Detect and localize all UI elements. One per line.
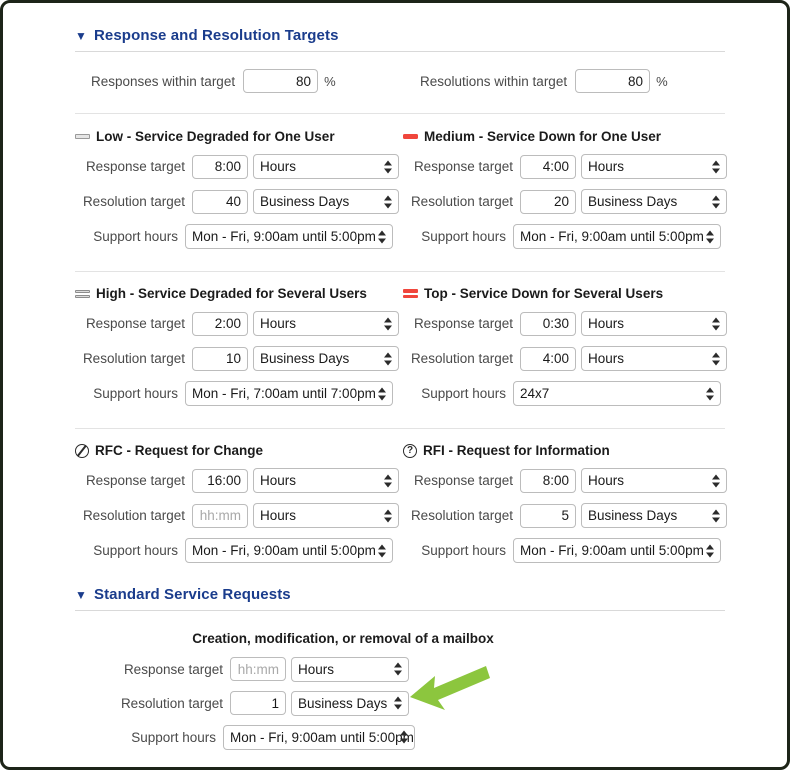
priority-block-rfi [403,443,733,567]
high-resolution-unit-select[interactable] [253,346,399,371]
rfc-support-hours-label: Support hours [93,543,178,558]
chevron-updown-icon[interactable] [383,317,392,330]
percent-symbol-responses: % [324,73,336,89]
chevron-updown-icon[interactable] [705,544,714,557]
chevron-down-icon[interactable]: ▼ [75,587,87,602]
rfi-support-hours-row [403,534,733,567]
priority-block-medium [403,129,733,253]
medium-response-unit-value: Hours [588,159,625,174]
low-response-target-row [75,150,405,183]
section-standard-service-requests [75,586,725,611]
rfc-resolution-target-label: Resolution target [82,508,185,523]
medium-resolution-target-row [403,185,733,218]
high-response-target-label: Response target [85,316,185,331]
priority-label-top: Top - Service Down for Several Users [424,286,664,301]
low-resolution-target-label: Resolution target [82,194,185,209]
standard-support-hours-value: Mon - Fri, 9:00am until 5:00pm [230,729,414,745]
resolutions-within-target-row [420,69,668,93]
priority-label-medium: Medium - Service Down for One User [424,129,662,144]
chevron-updown-icon[interactable] [399,731,408,744]
section-header-targets[interactable] [75,27,725,44]
priority-label-low: Low - Service Degraded for One User [96,129,335,144]
rfi-support-hours-label: Support hours [421,543,506,558]
standard-support-hours-row [113,723,415,751]
high-resolution-target-label: Resolution target [82,351,185,366]
standard-response-target-label: Response target [123,661,223,677]
low-resolution-unit-select[interactable] [253,189,399,214]
request-caption: Creation, modification, or removal of a mailbox [192,631,494,646]
section-title-targets: Response and Resolution Targets [93,27,339,44]
chevron-updown-icon[interactable] [711,317,720,330]
rfi-resolution-target-input[interactable] [520,504,576,528]
percent-symbol-resolutions: % [656,73,668,89]
chevron-updown-icon[interactable] [711,195,720,208]
chevron-updown-icon[interactable] [711,352,720,365]
priority-bars-high-icon [75,290,90,298]
chevron-updown-icon[interactable] [383,195,392,208]
top-support-hours-row [403,377,733,410]
chevron-updown-icon[interactable] [711,474,720,487]
standard-resolution-unit-value: Business Days [298,695,388,711]
priority-title-high [75,286,405,301]
top-response-target-row [403,307,733,340]
rfc-support-hours-row [75,534,405,567]
medium-support-hours-select[interactable] [513,224,721,249]
priority-title-low [75,129,405,144]
medium-response-target-input[interactable] [520,155,576,179]
high-support-hours-value: Mon - Fri, 7:00am until 7:00pm [192,386,376,401]
priority-block-rfc [75,443,405,567]
rfi-support-hours-select[interactable] [513,538,721,563]
rfc-support-hours-value: Mon - Fri, 9:00am until 5:00pm [192,543,376,558]
high-resolution-unit-value: Business Days [260,351,350,366]
chevron-updown-icon[interactable] [393,697,402,710]
resolutions-within-target-input[interactable] [575,69,650,93]
rfi-resolution-unit-value: Business Days [588,508,678,523]
rfi-response-unit-value: Hours [588,473,625,488]
standard-resolution-unit-select[interactable] [291,691,409,716]
priority-block-top [403,286,733,410]
medium-response-target-label: Response target [413,159,513,174]
rfi-support-hours-value: Mon - Fri, 9:00am until 5:00pm [520,543,704,558]
standard-response-target-row [113,655,409,683]
top-response-target-label: Response target [413,316,513,331]
priority-bar-medium-icon [403,134,418,139]
chevron-updown-icon[interactable] [705,230,714,243]
section-header-standard[interactable] [75,586,725,603]
top-support-hours-value: 24x7 [520,386,550,401]
rfc-resolution-target-input[interactable] [192,504,248,528]
medium-resolution-unit-select[interactable] [581,189,727,214]
chevron-updown-icon[interactable] [377,230,386,243]
low-resolution-target-row [75,185,405,218]
high-support-hours-label: Support hours [93,386,178,401]
priority-block-high [75,286,405,410]
rfi-response-target-label: Response target [413,473,513,488]
rfc-circle-slash-icon [75,444,89,458]
rfi-response-target-row [403,464,733,497]
rfi-resolution-unit-select[interactable] [581,503,727,528]
section-title-standard: Standard Service Requests [93,586,291,603]
top-resolution-target-input[interactable] [520,347,576,371]
medium-support-hours-row [403,220,733,253]
high-resolution-target-row [75,342,405,375]
low-support-hours-value: Mon - Fri, 9:00am until 5:00pm [192,229,376,244]
rfi-resolution-target-row [403,499,733,532]
chevron-updown-icon[interactable] [393,663,402,676]
high-response-target-row [75,307,405,340]
rfi-question-circle-icon: ? [403,444,417,458]
low-response-unit-select[interactable] [253,154,399,179]
section-response-resolution-targets [75,27,725,52]
chevron-updown-icon[interactable] [383,474,392,487]
top-resolution-unit-value: Hours [588,351,625,366]
rfc-resolution-unit-select[interactable] [253,503,399,528]
chevron-updown-icon[interactable] [711,509,720,522]
divider [75,610,725,611]
chevron-updown-icon[interactable] [377,387,386,400]
priority-title-medium [403,129,733,144]
top-response-target-input[interactable] [520,312,576,336]
rfc-support-hours-select[interactable] [185,538,393,563]
standard-support-hours-label: Support hours [131,729,216,745]
chevron-down-icon[interactable]: ▼ [75,28,87,43]
divider [75,428,725,429]
chevron-updown-icon[interactable] [383,509,392,522]
rfc-response-target-row [75,464,405,497]
divider [75,51,725,52]
responses-within-target-label: Responses within target [91,73,236,89]
responses-within-target-row [91,69,336,93]
low-resolution-target-input[interactable] [192,190,248,214]
chevron-updown-icon[interactable] [383,352,392,365]
priority-bar-low-icon [75,134,90,139]
priority-title-top [403,286,733,301]
high-response-target-input[interactable] [192,312,248,336]
low-support-hours-row [75,220,405,253]
rfc-response-target-input[interactable] [192,469,248,493]
priority-title-rfi [403,443,733,458]
high-support-hours-select[interactable] [185,381,393,406]
low-support-hours-label: Support hours [93,229,178,244]
priority-bars-top-icon [403,289,418,298]
chevron-updown-icon[interactable] [383,160,392,173]
low-response-unit-value: Hours [260,159,297,174]
rfi-resolution-target-label: Resolution target [410,508,513,523]
rfc-response-unit-value: Hours [260,473,297,488]
top-support-hours-select[interactable] [513,381,721,406]
high-support-hours-row [75,377,405,410]
standard-response-unit-select[interactable] [291,657,409,682]
chevron-updown-icon[interactable] [711,160,720,173]
priority-title-rfc [75,443,405,458]
low-support-hours-select[interactable] [185,224,393,249]
low-response-target-input[interactable] [192,155,248,179]
resolutions-within-target-label: Resolutions within target [420,73,568,89]
standard-resolution-target-row [113,689,409,717]
standard-support-hours-select[interactable] [223,725,415,750]
rfi-response-target-input[interactable] [520,469,576,493]
standard-response-unit-value: Hours [298,661,335,677]
green-annotation-arrow [407,662,493,718]
top-resolution-target-label: Resolution target [410,351,513,366]
standard-response-target-input[interactable] [230,657,286,681]
medium-support-hours-label: Support hours [421,229,506,244]
standard-resolution-target-label: Resolution target [120,695,223,711]
rfc-response-target-label: Response target [85,473,185,488]
priority-block-low [75,129,405,253]
medium-response-unit-select[interactable] [581,154,727,179]
settings-page [3,3,787,767]
top-response-unit-value: Hours [588,316,625,331]
rfc-response-unit-select[interactable] [253,468,399,493]
responses-within-target-input[interactable] [243,69,318,93]
rfi-response-unit-select[interactable] [581,468,727,493]
rfc-resolution-target-row [75,499,405,532]
top-support-hours-label: Support hours [421,386,506,401]
standard-resolution-target-input[interactable] [230,691,286,715]
top-resolution-unit-select[interactable] [581,346,727,371]
priority-label-high: High - Service Degraded for Several Users [96,286,367,301]
medium-resolution-target-label: Resolution target [410,194,513,209]
chevron-updown-icon[interactable] [705,387,714,400]
top-resolution-target-row [403,342,733,375]
medium-response-target-row [403,150,733,183]
medium-support-hours-value: Mon - Fri, 9:00am until 5:00pm [520,229,704,244]
low-resolution-unit-value: Business Days [260,194,350,209]
high-response-unit-value: Hours [260,316,297,331]
low-response-target-label: Response target [85,159,185,174]
divider [75,271,725,272]
high-resolution-target-input[interactable] [192,347,248,371]
medium-resolution-target-input[interactable] [520,190,576,214]
high-response-unit-select[interactable] [253,311,399,336]
rfc-resolution-unit-value: Hours [260,508,297,523]
divider [75,113,725,114]
priority-label-rfi: RFI - Request for Information [423,443,610,458]
chevron-updown-icon[interactable] [377,544,386,557]
priority-label-rfc: RFC - Request for Change [95,443,264,458]
top-response-unit-select[interactable] [581,311,727,336]
medium-resolution-unit-value: Business Days [588,194,678,209]
